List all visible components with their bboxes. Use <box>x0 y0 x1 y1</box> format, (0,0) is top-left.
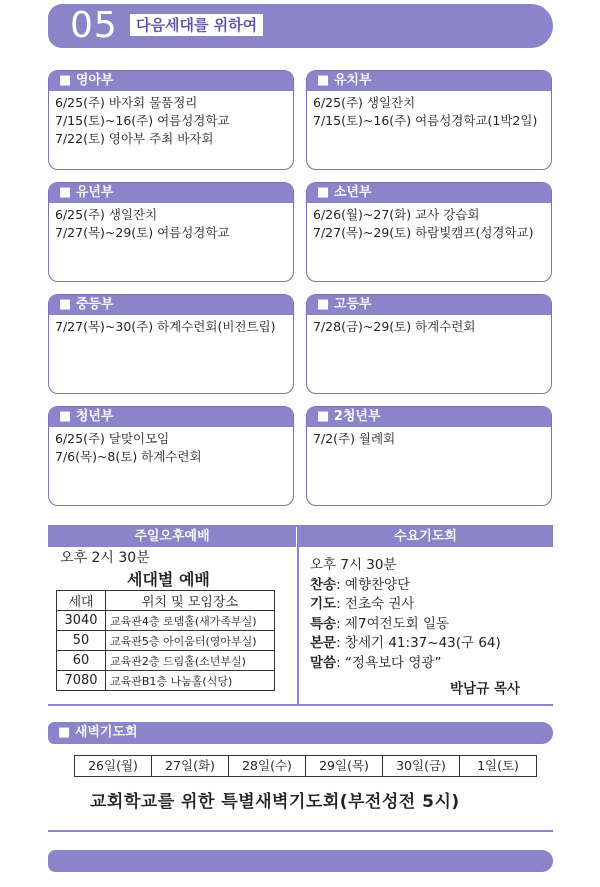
dawn-heading: ■ 새벽기도회 <box>58 725 138 740</box>
schedule-line: 7/27(목)~30(주) 하계수련회(비전트립) <box>55 319 276 334</box>
generation-cell: 3040 <box>57 611 106 631</box>
dept-header: ■ 소년부 <box>307 183 551 203</box>
col-generation: 세대 <box>57 591 106 611</box>
day-cell: 27일(화) <box>152 756 229 776</box>
program-item: 말씀: “정욕보다 영광” <box>310 654 442 671</box>
place-cell: 교육관4층 로뎀홀(새가족부실) <box>106 611 275 631</box>
dept-box-kindergarten <box>306 70 552 170</box>
place-cell: 교육관B1층 나눔홀(식당) <box>106 671 275 691</box>
divider <box>48 830 553 832</box>
place-cell: 교육관5층 아이움터(영아부실) <box>106 631 275 651</box>
dept-box-junior <box>306 182 552 282</box>
table-row <box>57 611 275 631</box>
dept-box-youth <box>48 406 294 506</box>
schedule-line: 6/25(주) 달맞이모임 <box>55 431 170 446</box>
dept-header: ■ 영아부 <box>49 71 293 91</box>
footer-band <box>48 850 553 872</box>
place-table <box>56 590 275 691</box>
section-title: 다음세대를 위하여 <box>130 14 263 36</box>
program-item: 찬송: 예향찬양단 <box>310 576 411 593</box>
wednesday-program <box>310 556 501 673</box>
wednesday-heading: 수요기도회 <box>298 527 553 547</box>
preacher: 박남규 목사 <box>450 681 520 697</box>
generation-cell: 50 <box>57 631 106 651</box>
generation-cell: 7080 <box>57 671 106 691</box>
schedule-line: 7/27(목)~29(토) 여름성경학교 <box>55 225 230 240</box>
dawn-main-title: 교회학교를 위한 특별새벽기도회(부전성전 5시) <box>90 792 460 812</box>
sunday-time: 오후 2시 30분 <box>60 550 150 566</box>
day-cell: 1일(토) <box>477 758 519 773</box>
col-place: 위치 및 모임장소 <box>106 591 275 611</box>
sunday-title: 세대별 예배 <box>127 570 210 589</box>
sunday-heading: 주일오후예배 <box>48 527 296 547</box>
table-row <box>57 631 275 651</box>
dept-box-middle <box>48 294 294 394</box>
day-cell: 28일(수) <box>229 756 306 776</box>
dept-header: ■ 중등부 <box>49 295 293 315</box>
schedule-line: 6/26(월)~27(화) 교사 강습회 <box>313 207 480 222</box>
dawn-days <box>74 755 537 777</box>
dept-box-high <box>306 294 552 394</box>
table-row <box>57 671 275 691</box>
header-band <box>48 4 553 48</box>
schedule-line: 6/25(주) 생일잔치 <box>55 207 158 222</box>
divider <box>297 527 299 704</box>
schedule-line: 7/28(금)~29(토) 하계수련회 <box>313 319 476 334</box>
dept-header: ■ 2청년부 <box>307 407 551 427</box>
schedule-line: 6/25(주) 생일잔치 <box>313 95 416 110</box>
schedule-line: 7/22(토) 영아부 주최 바자회 <box>55 131 214 146</box>
program-item: 기도: 전초숙 권사 <box>310 596 415 612</box>
day-cell: 26일(월) <box>75 756 152 776</box>
table-header-row <box>57 591 275 611</box>
day-cell: 29일(목) <box>306 756 383 776</box>
schedule-line: 7/2(주) 월례회 <box>313 431 396 446</box>
divider <box>48 704 553 706</box>
schedule-line: 7/15(토)~16(주) 여름성경학교 <box>55 113 230 128</box>
dept-header: ■ 유년부 <box>49 183 293 203</box>
dept-header: ■ 청년부 <box>49 407 293 427</box>
schedule-line: 6/25(주) 바자회 물품정리 <box>55 95 198 110</box>
table-row <box>57 651 275 671</box>
day-cell: 30일(금) <box>383 756 460 776</box>
schedule-line: 7/27(목)~29(토) 하람빛캠프(성경학교) <box>313 225 534 240</box>
dept-box-primary <box>48 182 294 282</box>
dept-box-youth2 <box>306 406 552 506</box>
section-number: 05 <box>70 5 118 46</box>
schedule-line: 7/6(목)~8(토) 하계수련회 <box>55 449 202 464</box>
program-item: 본문: 창세기 41:37~43(구 64) <box>310 635 501 651</box>
dept-header: ■ 고등부 <box>307 295 551 315</box>
place-cell: 교육관2층 드림홀(소년부실) <box>106 651 275 671</box>
dept-box-infant <box>48 70 294 170</box>
wednesday-time: 오후 7시 30분 <box>310 557 397 573</box>
schedule-line: 7/15(토)~16(주) 여름성경학교(1박2일) <box>313 113 538 128</box>
program-item: 특송: 제7여전도회 일동 <box>310 615 450 632</box>
dept-header: ■ 유치부 <box>307 71 551 91</box>
generation-cell: 60 <box>57 651 106 671</box>
